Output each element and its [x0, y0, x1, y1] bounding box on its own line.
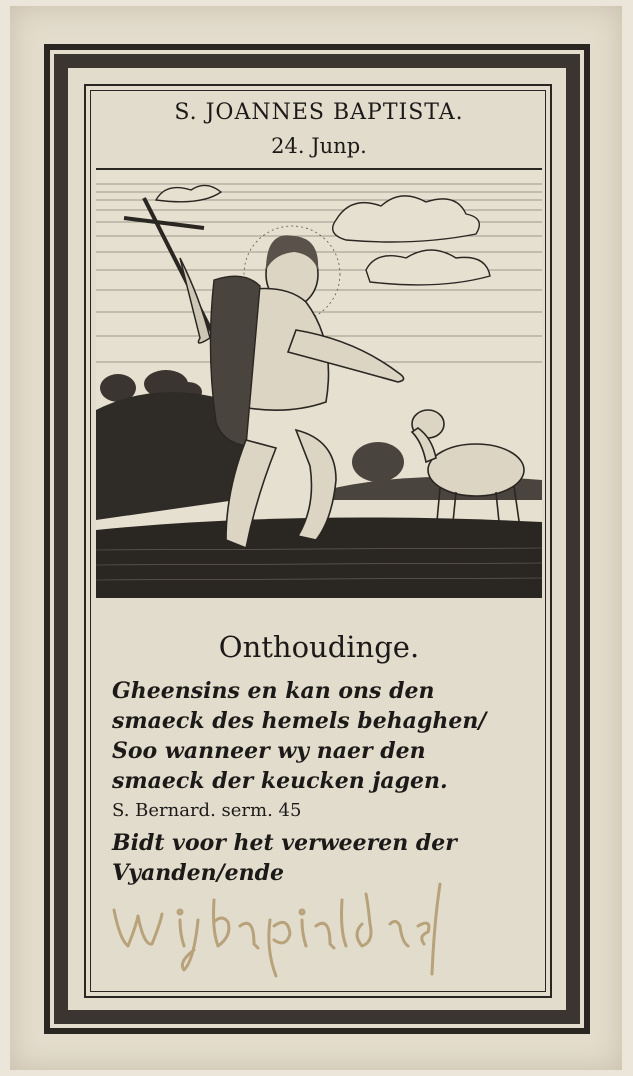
section-heading: Onthoudinge. [218, 630, 420, 664]
saint-title: S. JOANNES BAPTISTA. [174, 100, 464, 125]
verse-line: Soo wanneer wy naer den [112, 738, 426, 764]
engraving-scene [96, 168, 542, 598]
verse-line: smaeck der keucken jagen. [112, 768, 448, 794]
feast-date: 24. Junp. [271, 134, 367, 158]
verse-line: Gheensins en kan ons den [112, 678, 435, 704]
source-citation: S. Bernard. serm. 45 [112, 800, 302, 821]
prayer-line: Bidt voor het verweeren der [112, 830, 457, 856]
prayer-line: Vyanden/ende [112, 860, 284, 886]
verse-line: smaeck des hemels behaghen/ [112, 708, 487, 734]
handwritten-signature [110, 880, 450, 980]
